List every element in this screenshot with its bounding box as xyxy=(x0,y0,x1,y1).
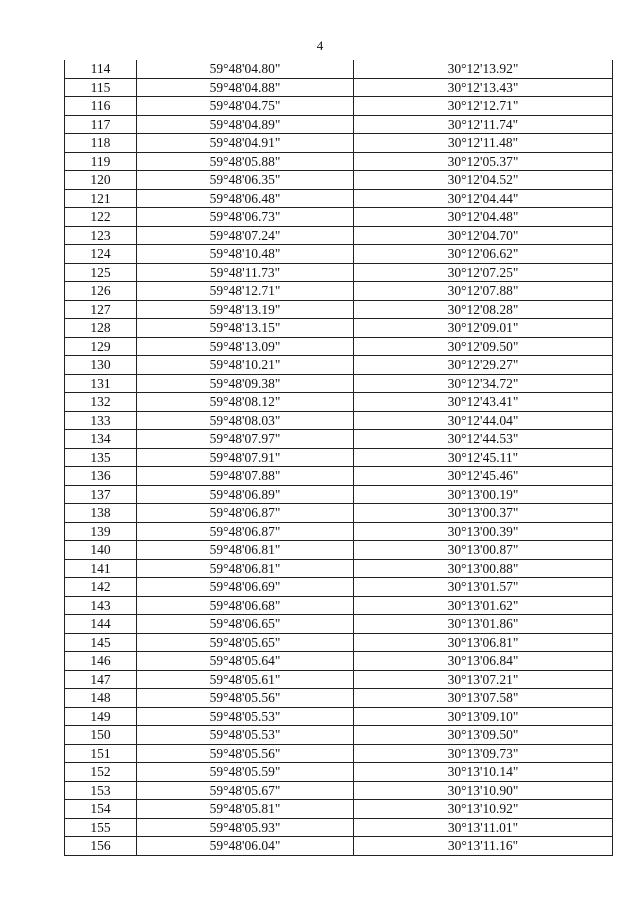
point-number-cell: 130 xyxy=(65,356,137,375)
longitude-cell: 30°12'13.43" xyxy=(354,78,613,97)
latitude-cell: 59°48'06.87" xyxy=(137,522,354,541)
longitude-cell: 30°13'10.14" xyxy=(354,763,613,782)
latitude-cell: 59°48'08.03" xyxy=(137,411,354,430)
longitude-cell: 30°13'10.92" xyxy=(354,800,613,819)
point-number-cell: 155 xyxy=(65,818,137,837)
longitude-cell: 30°12'06.62" xyxy=(354,245,613,264)
longitude-cell: 30°13'00.39" xyxy=(354,522,613,541)
point-number-cell: 122 xyxy=(65,208,137,227)
table-row xyxy=(65,541,613,560)
latitude-cell: 59°48'05.53" xyxy=(137,726,354,745)
table-row xyxy=(65,633,613,652)
latitude-cell: 59°48'13.09" xyxy=(137,337,354,356)
longitude-cell: 30°13'11.01" xyxy=(354,818,613,837)
table-row xyxy=(65,448,613,467)
point-number-cell: 133 xyxy=(65,411,137,430)
latitude-cell: 59°48'10.48" xyxy=(137,245,354,264)
table-row xyxy=(65,559,613,578)
latitude-cell: 59°48'07.88" xyxy=(137,467,354,486)
table-row xyxy=(65,97,613,116)
table-row xyxy=(65,430,613,449)
table-row xyxy=(65,356,613,375)
point-number-cell: 150 xyxy=(65,726,137,745)
longitude-cell: 30°12'13.92" xyxy=(354,60,613,78)
longitude-cell: 30°13'07.58" xyxy=(354,689,613,708)
longitude-cell: 30°12'04.70" xyxy=(354,226,613,245)
longitude-cell: 30°13'09.73" xyxy=(354,744,613,763)
point-number-cell: 147 xyxy=(65,670,137,689)
table-row xyxy=(65,707,613,726)
point-number-cell: 143 xyxy=(65,596,137,615)
table-row xyxy=(65,263,613,282)
longitude-cell: 30°13'00.37" xyxy=(354,504,613,523)
point-number-cell: 119 xyxy=(65,152,137,171)
point-number-cell: 141 xyxy=(65,559,137,578)
point-number-cell: 126 xyxy=(65,282,137,301)
table-row xyxy=(65,837,613,856)
latitude-cell: 59°48'10.21" xyxy=(137,356,354,375)
table-row xyxy=(65,670,613,689)
longitude-cell: 30°12'04.48" xyxy=(354,208,613,227)
latitude-cell: 59°48'06.73" xyxy=(137,208,354,227)
point-number-cell: 115 xyxy=(65,78,137,97)
latitude-cell: 59°48'05.64" xyxy=(137,652,354,671)
longitude-cell: 30°12'11.48" xyxy=(354,134,613,153)
latitude-cell: 59°48'05.65" xyxy=(137,633,354,652)
point-number-cell: 140 xyxy=(65,541,137,560)
latitude-cell: 59°48'08.12" xyxy=(137,393,354,412)
table-row xyxy=(65,818,613,837)
table-row xyxy=(65,726,613,745)
longitude-cell: 30°13'01.62" xyxy=(354,596,613,615)
table-row xyxy=(65,189,613,208)
longitude-cell: 30°12'34.72" xyxy=(354,374,613,393)
latitude-cell: 59°48'06.89" xyxy=(137,485,354,504)
table-row xyxy=(65,115,613,134)
latitude-cell: 59°48'13.15" xyxy=(137,319,354,338)
latitude-cell: 59°48'05.67" xyxy=(137,781,354,800)
latitude-cell: 59°48'04.88" xyxy=(137,78,354,97)
table-row xyxy=(65,208,613,227)
point-number-cell: 120 xyxy=(65,171,137,190)
longitude-cell: 30°12'09.50" xyxy=(354,337,613,356)
table-row xyxy=(65,226,613,245)
point-number-cell: 114 xyxy=(65,60,137,78)
latitude-cell: 59°48'06.81" xyxy=(137,541,354,560)
table-row xyxy=(65,522,613,541)
latitude-cell: 59°48'06.68" xyxy=(137,596,354,615)
table-row xyxy=(65,763,613,782)
table-row xyxy=(65,374,613,393)
table-row xyxy=(65,467,613,486)
latitude-cell: 59°48'04.75" xyxy=(137,97,354,116)
latitude-cell: 59°48'06.35" xyxy=(137,171,354,190)
point-number-cell: 127 xyxy=(65,300,137,319)
table-row xyxy=(65,300,613,319)
point-number-cell: 132 xyxy=(65,393,137,412)
longitude-cell: 30°12'11.74" xyxy=(354,115,613,134)
point-number-cell: 131 xyxy=(65,374,137,393)
longitude-cell: 30°12'07.88" xyxy=(354,282,613,301)
latitude-cell: 59°48'05.93" xyxy=(137,818,354,837)
point-number-cell: 135 xyxy=(65,448,137,467)
point-number-cell: 152 xyxy=(65,763,137,782)
point-number-cell: 139 xyxy=(65,522,137,541)
point-number-cell: 136 xyxy=(65,467,137,486)
longitude-cell: 30°12'12.71" xyxy=(354,97,613,116)
latitude-cell: 59°48'05.88" xyxy=(137,152,354,171)
latitude-cell: 59°48'12.71" xyxy=(137,282,354,301)
latitude-cell: 59°48'07.91" xyxy=(137,448,354,467)
table-row xyxy=(65,744,613,763)
point-number-cell: 138 xyxy=(65,504,137,523)
point-number-cell: 125 xyxy=(65,263,137,282)
longitude-cell: 30°13'10.90" xyxy=(354,781,613,800)
table-row xyxy=(65,78,613,97)
table-row xyxy=(65,578,613,597)
latitude-cell: 59°48'04.80" xyxy=(137,60,354,78)
table-row xyxy=(65,245,613,264)
longitude-cell: 30°12'04.52" xyxy=(354,171,613,190)
point-number-cell: 142 xyxy=(65,578,137,597)
table-row xyxy=(65,171,613,190)
table-row xyxy=(65,652,613,671)
table-row xyxy=(65,282,613,301)
point-number-cell: 134 xyxy=(65,430,137,449)
point-number-cell: 116 xyxy=(65,97,137,116)
longitude-cell: 30°12'07.25" xyxy=(354,263,613,282)
latitude-cell: 59°48'05.81" xyxy=(137,800,354,819)
latitude-cell: 59°48'05.53" xyxy=(137,707,354,726)
latitude-cell: 59°48'04.89" xyxy=(137,115,354,134)
table-row xyxy=(65,319,613,338)
longitude-cell: 30°12'29.27" xyxy=(354,356,613,375)
longitude-cell: 30°13'00.88" xyxy=(354,559,613,578)
point-number-cell: 146 xyxy=(65,652,137,671)
longitude-cell: 30°13'09.50" xyxy=(354,726,613,745)
point-number-cell: 148 xyxy=(65,689,137,708)
longitude-cell: 30°12'45.11" xyxy=(354,448,613,467)
latitude-cell: 59°48'06.48" xyxy=(137,189,354,208)
coordinates-table xyxy=(64,60,613,856)
point-number-cell: 154 xyxy=(65,800,137,819)
table-row xyxy=(65,596,613,615)
longitude-cell: 30°13'11.16" xyxy=(354,837,613,856)
table-row xyxy=(65,800,613,819)
latitude-cell: 59°48'07.24" xyxy=(137,226,354,245)
table-row xyxy=(65,485,613,504)
latitude-cell: 59°48'13.19" xyxy=(137,300,354,319)
point-number-cell: 137 xyxy=(65,485,137,504)
longitude-cell: 30°12'05.37" xyxy=(354,152,613,171)
point-number-cell: 117 xyxy=(65,115,137,134)
latitude-cell: 59°48'06.87" xyxy=(137,504,354,523)
longitude-cell: 30°13'00.19" xyxy=(354,485,613,504)
latitude-cell: 59°48'06.04" xyxy=(137,837,354,856)
point-number-cell: 144 xyxy=(65,615,137,634)
longitude-cell: 30°13'06.84" xyxy=(354,652,613,671)
latitude-cell: 59°48'05.59" xyxy=(137,763,354,782)
longitude-cell: 30°13'01.57" xyxy=(354,578,613,597)
longitude-cell: 30°12'08.28" xyxy=(354,300,613,319)
latitude-cell: 59°48'05.61" xyxy=(137,670,354,689)
latitude-cell: 59°48'11.73" xyxy=(137,263,354,282)
point-number-cell: 123 xyxy=(65,226,137,245)
table-row xyxy=(65,134,613,153)
coordinates-table-body xyxy=(65,60,613,855)
latitude-cell: 59°48'04.91" xyxy=(137,134,354,153)
longitude-cell: 30°13'07.21" xyxy=(354,670,613,689)
longitude-cell: 30°13'06.81" xyxy=(354,633,613,652)
table-row xyxy=(65,504,613,523)
longitude-cell: 30°13'00.87" xyxy=(354,541,613,560)
latitude-cell: 59°48'06.81" xyxy=(137,559,354,578)
table-row xyxy=(65,393,613,412)
point-number-cell: 156 xyxy=(65,837,137,856)
point-number-cell: 128 xyxy=(65,319,137,338)
table-row xyxy=(65,60,613,78)
table-row xyxy=(65,781,613,800)
latitude-cell: 59°48'06.69" xyxy=(137,578,354,597)
latitude-cell: 59°48'07.97" xyxy=(137,430,354,449)
longitude-cell: 30°12'44.53" xyxy=(354,430,613,449)
point-number-cell: 145 xyxy=(65,633,137,652)
table-row xyxy=(65,411,613,430)
longitude-cell: 30°12'44.04" xyxy=(354,411,613,430)
latitude-cell: 59°48'05.56" xyxy=(137,744,354,763)
longitude-cell: 30°12'04.44" xyxy=(354,189,613,208)
longitude-cell: 30°12'43.41" xyxy=(354,393,613,412)
table-row xyxy=(65,152,613,171)
point-number-cell: 121 xyxy=(65,189,137,208)
latitude-cell: 59°48'05.56" xyxy=(137,689,354,708)
table-row xyxy=(65,615,613,634)
point-number-cell: 149 xyxy=(65,707,137,726)
longitude-cell: 30°12'45.46" xyxy=(354,467,613,486)
page-number: 4 xyxy=(316,38,324,53)
latitude-cell: 59°48'06.65" xyxy=(137,615,354,634)
longitude-cell: 30°13'01.86" xyxy=(354,615,613,634)
table-row xyxy=(65,689,613,708)
longitude-cell: 30°13'09.10" xyxy=(354,707,613,726)
point-number-cell: 124 xyxy=(65,245,137,264)
point-number-cell: 153 xyxy=(65,781,137,800)
point-number-cell: 118 xyxy=(65,134,137,153)
latitude-cell: 59°48'09.38" xyxy=(137,374,354,393)
point-number-cell: 151 xyxy=(65,744,137,763)
point-number-cell: 129 xyxy=(65,337,137,356)
longitude-cell: 30°12'09.01" xyxy=(354,319,613,338)
table-row xyxy=(65,337,613,356)
